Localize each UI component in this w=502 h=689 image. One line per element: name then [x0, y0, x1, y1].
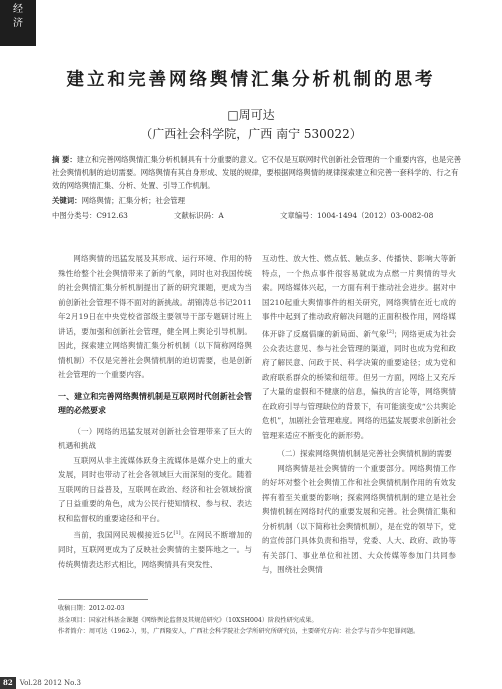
fund-info: 基金项目：国家社科基金课题《网络舆论监督及其规范研究》（10XSH004）阶段性研究成果。 [58, 616, 318, 624]
issue-info: Vol.28 2012 No.3 [19, 679, 81, 687]
author-name: □周可达 [227, 108, 275, 122]
paragraph-text: 。在网民不断增加的同时，互联网更成为了反映社会舆情的主要阵地之一。与传统舆情表达形式相比，网络舆情具有突发性、 [58, 530, 252, 569]
paragraph-text: ；网络更成为社会公众表达意见、参与社会管理的渠道，同时也成为党和政府了解民意、问政于民、科学决策的重要途径；成为党和政府联系群众的桥梁和纽带。但另一方面，网络上又充斥了大量的虚假和不健康的信息，偏执的言论等，网络舆情在政府引导与管理缺位的背景下，有可能演变成“公共舆论危机”，加剧社会管理难度。网络的迅猛发展要求创新社会管理来适应不断变化的新形势。 [262, 329, 457, 440]
document-code: 文献标识码：A [174, 211, 224, 220]
seal-char-2: 济 [13, 18, 23, 29]
section-heading: 一、建立和完善网络舆情机制是互联网时代创新社会管理的必然要求 [58, 390, 252, 415]
paragraph: 网络舆情是社会舆情的一个重要部分。网络舆情工作的好坏对整个社会舆情工作和社会舆情机制作用的有效发挥有着至关重要的影响；探索网络舆情机制的建立是社会舆情机制在网络时代的重要发展和完善。社会舆情汇集和分析机制（以下简称社会舆情机制），是在党的领导下，党的宣传部门具体负责和指导，党委、人大、政府、政协等有关部门、事业单位和社团、大众传媒等参加门共同参与，围绕社会舆情 [262, 463, 456, 575]
seal-char-1: 经 [13, 4, 23, 15]
paragraph: 网络舆情的迅猛发展及其形成、运行环境、作用的特殊性给整个社会舆情带来了新的气象，同时也对我国传统的社会舆情汇集分析机制提出了新的研究课题，更成为当前创新社会管理不得不面对的新挑战。胡锦涛总书记2011年2月19日在中央党校省部级主要领导干部专题研讨班上讲话，要加强和创新社会管理，健全网上舆论引导机制。因此，探索建立网络舆情汇集分析机制（以下简称网络舆情机制）不仅是完善社会舆情机制的迫切需要，也是创新社会管理的一个重要内容。 [58, 254, 252, 379]
footnote-marker: [1] [173, 530, 181, 536]
paragraph [58, 526, 252, 572]
footnote-divider [58, 599, 148, 600]
page-footer [0, 677, 110, 689]
keywords-label: 关键词： [52, 196, 82, 205]
paragraph-text: 当前，我国网民规模接近5亿 [73, 530, 174, 540]
paragraph-text: 互动性、放大性、燃点低、触点多、传播快、影响大等新特点，一个热点事件很容易就成为点燃一片舆情的导火索。网络媒体兴起，一方面有利于推动社会进步。据对中国210起重大舆情事件的相关研究，网络舆情在近七成的事件中起到了推动政府解决问题的正面积极作用，网络媒体开辟了反腐倡廉的新局面、新气象 [262, 254, 456, 339]
abstract-text: 建立和完善网络舆情汇集分析机制具有十分重要的意义。它不仅是互联网时代创新社会管理的一个重要内容，也是完善社会舆情机制的迫切需要。网络舆情有其自身形成、发展的规律，要根据网络舆情的规律探索建立和完善一套科学的、行之有效的网络舆情汇集、分析、处置、引导工作机制。 [52, 155, 462, 190]
article-number: 文章编号：1004-1494（2012）03-0082-08 [280, 211, 434, 220]
subsection-heading: （二）探索网络舆情机制是完善社会舆情机制的需要 [277, 449, 452, 459]
footnotes [58, 603, 478, 638]
abstract [52, 153, 464, 192]
footnote-marker: [2] [386, 328, 394, 335]
article-title: 建立和完善网络舆情汇集分析机制的思考 [66, 70, 436, 90]
right-column [262, 252, 456, 578]
paragraph [262, 252, 456, 443]
clc-number: 中图分类号：C912.63 [52, 211, 128, 220]
author-bio: 作者简介：周可达（1962-），男，广西隆安人，广西社会科学院社会学所研究所研究员，主要研究方向：社会学与青少年犯罪问题。 [58, 628, 420, 635]
subsection-heading: （一）网络的迅猛发展对创新社会管理带来了巨大的机遇和挑战 [58, 426, 252, 450]
keywords [52, 195, 185, 206]
page-number: 82 [0, 677, 16, 689]
corner-seal-logo [0, 0, 36, 46]
paragraph: 互联网从非主流媒体跃身主流媒体是媒介史上的重大发展，同时也带动了社会各领域巨大而深刻的变化。随着互联网的日益普及，互联网在政治、经济和社会领域扮演了日益重要的角色，成为公民行使知情权、参与权、表达权和监督权的重要途径和平台。 [58, 455, 252, 523]
author-affiliation: （广西社会科学院，广西 南宁 530022） [140, 127, 362, 141]
received-date: 收稿日期：2012-02-03 [58, 605, 125, 612]
left-column [58, 252, 252, 572]
abstract-label: 摘 要： [52, 155, 77, 164]
keywords-text: 网络舆情；汇集分析；社会管理 [81, 196, 186, 205]
